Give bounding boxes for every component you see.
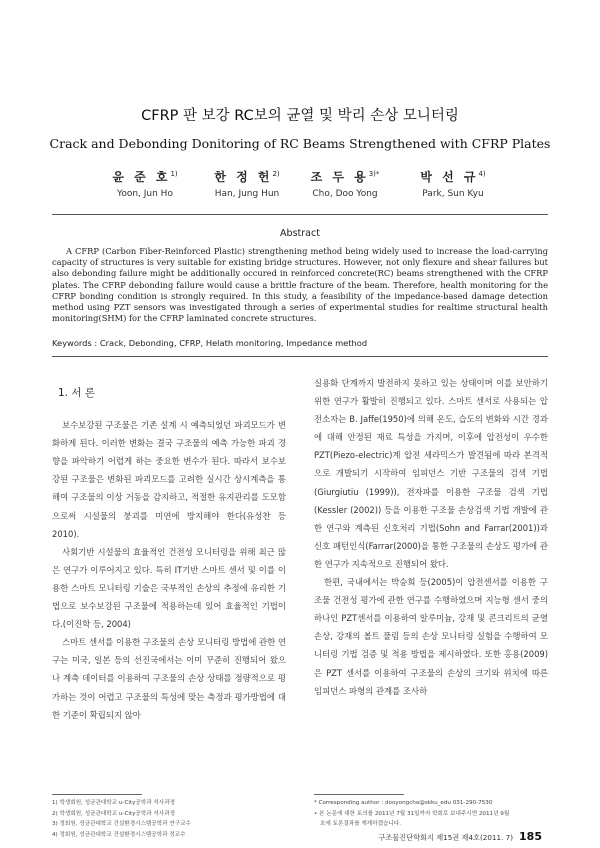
journal-citation: 구조물진단학회지 제15권 제4호(2011. 7) — [378, 833, 514, 842]
abstract-heading: Abstract — [280, 228, 320, 239]
keywords: Keywords : Crack, Debonding, CFRP, Helath monitoring, Impedance method — [52, 338, 368, 348]
abstract-bottom-rule — [52, 356, 548, 357]
author-name-english: Yoon, Jun Ho — [117, 189, 173, 199]
author-list — [104, 168, 504, 200]
footnote-rule-right — [314, 794, 404, 795]
footnote: 1) 학생회원, 성균관대학교 u-City공학과 석사과정 — [52, 800, 176, 806]
body-paragraph: 보수보강된 구조물은 기존 설계 시 예측되었던 파괴모드가 변화하게 된다. 이러한 변화는 결국 구조물의 예측 가능한 파괴 경향을 파악하기 어렵게 하는 중요한 변수가 된다. 따라서 보수보강된 구조물은 변화된 파괴모드를 고려한 실시간 상시계측을 통해여 구조물의 이상 거동을 감지하고, 적절한 유지관리를 도모함으로써 시설물의 붕괴를 미연에 방지해야 한다(유성찬 등 2010). — [52, 420, 286, 539]
paper-title-korean: CFRP 판 보강 RC보의 균열 및 박리 손상 모니터링 — [141, 108, 459, 124]
author-name-korean: 윤 준 호 — [112, 170, 171, 184]
footnote: 호에 토론결과를 게재하겠습니다. — [320, 821, 401, 827]
author-affiliation-mark: 3)* — [368, 170, 380, 178]
footnote: • 본 논문에 대한 토의를 2011년 7월 31일까지 학회로 보내주시면 2011년 9월 — [314, 810, 510, 817]
correspondence-footnotes — [314, 798, 550, 830]
page-footer — [378, 830, 542, 843]
paper-title-english: Crack and Debonding Donitoring of RC Beams Strengthened with CFRP Plates — [49, 136, 551, 151]
footnote: 4) 정회원, 성균관대학교 건설환경시스템공학과 정교수 — [52, 831, 186, 838]
author-1 — [90, 168, 200, 199]
body-paragraph: 사회기반 시설물의 효율적인 건전성 모니터링을 위해 최근 많은 연구가 이루어지고 있다. 특히 IT기반 스마트 센서 및 이를 이용한 스마트 모니터링 기술은 국부적인 손상의 추정에 유리한 기법으로 보수보강된 구조물에 적용하는데 있어 효율적인 기법이다.(이진학 등, 2004) — [52, 546, 286, 630]
footnote: 2) 학생회원, 성균관대학교 u-City공학과 석사과정 — [52, 810, 176, 817]
author-2 — [192, 168, 302, 199]
footnote: 3) 정회원, 성균관대학교 건설환경시스템공학과 연구교수 — [52, 821, 191, 827]
body-paragraph: 한편, 국내에서는 박승희 등(2005)이 압전센서를 이용한 구조물 건전성 평가에 관한 연구를 수행하였으며 지능형 센서 중의 하나인 PZT센서를 이용하여 알루미늄, 강재 및 콘크리트의 균열손상, 강재의 볼트 풀림 등의 손상 모니터링 실험을 수행하여 모니터링 기법 검증 및 적용 방법을 제시하였다. 또한 홍용(2009)은 PZT 센서를 이용하여 구조물의 손상의 크기와 위치에 따른 임피던스 파형의 관계를 조사하 — [314, 577, 548, 696]
body-paragraph: 스마트 센서를 이용한 구조물의 손상 모니터링 방법에 관한 연구는 미국, 일본 등의 선진국에서는 이미 꾸준히 진행되어 왔으나 계측 데이터를 이용하여 구조물의 손상 상태를 정량적으로 평가하는 것이 어렵고 구조물의 특성에 맞는 측정과 평가방법에 대한 기준이 확립되지 않아 — [52, 637, 286, 720]
author-3 — [290, 168, 400, 199]
abstract-text: A CFRP (Carbon Fiber-Reinforced Plastic) strengthening method being widely used to increase the load-carrying capacity of structures is very suitable for existing bridge structures. However, not only flexure and shear failures but also debonding failure might be additionally occured in reinforced concrete(RC) beams strengthened with the CFRP plates. The CFRP debonding failure would cause a brittle fracture of the beam. Therefore, health monitoring for the CFRP bonding condition is strongly required. In this study, a feasibility of the impedance-based damage detection method using PZT sensors was investigated through a series of experimental studies for realtime structural health monitoring(SHM) for the CFRP laminated concrete structures. — [52, 246, 548, 324]
left-column — [52, 370, 286, 724]
right-column — [314, 374, 548, 700]
author-affiliation-mark: 1) — [170, 170, 178, 178]
author-name-english: Cho, Doo Yong — [312, 189, 378, 199]
section-heading-introduction: 1. 서 론 — [58, 387, 95, 399]
author-4 — [398, 168, 508, 199]
author-affiliation-footnotes — [52, 798, 288, 840]
footnote-rule-left — [52, 794, 142, 795]
body-paragraph: 실용화 단계까지 발전하지 못하고 있는 상태이며 이를 보안하기 위한 연구가 활발히 진행되고 있다. 스마트 센서로 사용되는 압전소자는 B. Jaffe(1950)에 의해 온도, 습도의 변화와 시간 경과에 대해 안정된 재료 특성을 가지며, 이후에 압전성이 우수한 PZT(Piezo-electric)계 압전 세라믹스가 발견됨에 따라 본격적으로 개발되기 시작하여 임피던스 기반 구조물의 검색 기법(Giurgiutiu (1999)), 전자파를 이용한 구조물 검색 기법(Kessler (2002)) 등을 이용한 구조물 손상검색 기법 개발에 관한 연구와 계측된 신호처리 기법(Sohn and Farrar(2001))과 신호 패턴인식(Farrar(2000)을 통한 구조물의 손상도 평가에 관한 연구가 지속적으로 진행되어 왔다. — [314, 378, 548, 569]
footnote: * Corresponding author : dooyongcho@skku_edu 031-290-7530 — [314, 800, 493, 806]
author-name-english: Han, Jung Hun — [214, 189, 280, 199]
page-number: 185 — [519, 830, 542, 843]
author-name-korean: 박 선 규 — [420, 170, 479, 184]
author-affiliation-mark: 2) — [272, 170, 280, 178]
author-affiliation-mark: 4) — [478, 170, 486, 178]
author-name-korean: 한 정 헌 — [214, 170, 273, 184]
author-name-korean: 조 두 용 — [310, 170, 369, 184]
abstract-top-rule — [52, 214, 548, 215]
author-name-english: Park, Sun Kyu — [422, 189, 484, 199]
